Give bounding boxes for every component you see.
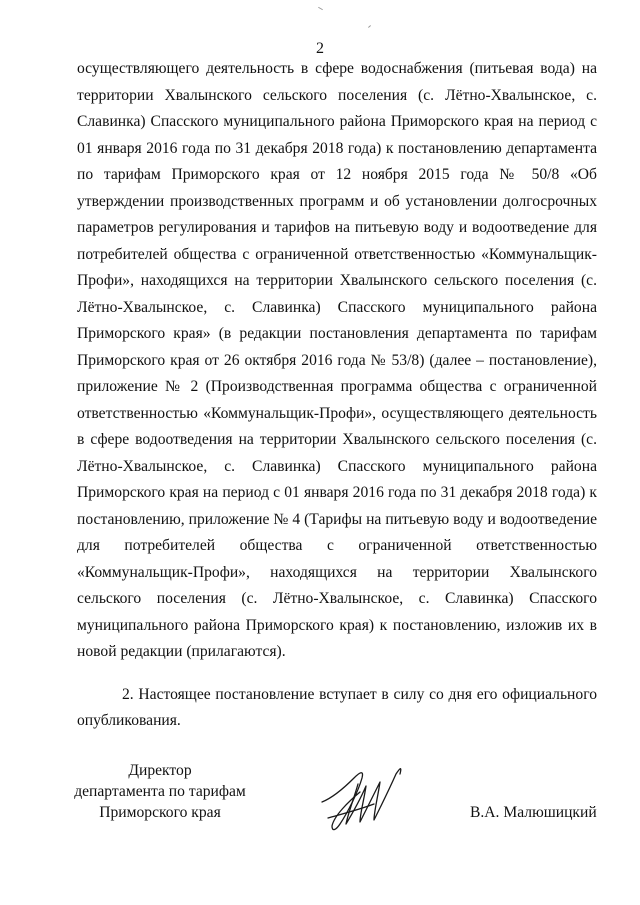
document-body bbox=[77, 56, 597, 735]
paragraph-1: осуществляющего деятельность в сфере водоснабжения (питьевая вода) на территории Хвалынского сельского поселения (с. Лётно-Хвалынское, с. Славинка) Спасского муниципального района Приморского края на период с 01 января 2016 года по 31 декабря 2018 года) к постановлению департамента по тарифам Приморского края от 12 ноября 2015 года № 50/8 «Об утверждении производственных программ и об установлении долгосрочных параметров регулирования и тарифов на питьевую воду и водоотведение для потребителей общества с ограниченной ответственностью «Коммунальщик-Профи», находящихся на территории Хвалынского сельского поселения (с. Лётно-Хвалынское, с. Славинка) Спасского муниципального района Приморского края» (в редакции постановления департамента по тарифам Приморского края от 26 октября 2016 года № 53/8) (далее – постановление), приложение № 2 (Производственная программа общества с ограниченной ответственностью «Коммунальщик-Профи», осуществляющего деятельность в сфере водоотведения на территории Хвалынского сельского поселения (с. Лётно-Хвалынское, с. Славинка) Спасского муниципального района Приморского края на период с 01 января 2016 года по 31 декабря 2018 года) к постановлению, приложение № 4 (Тарифы на питьевую воду и водоотведение для потребителей общества с ограниченной ответственностью «Коммунальщик-Профи», находящихся на территории Хвалынского сельского поселения (с. Лётно-Хвалынское, с. Славинка) Спасского муниципального района Приморского края) к постановлению, изложив их в новой редакции (прилагаются). bbox=[77, 60, 597, 660]
scan-speck bbox=[318, 7, 323, 10]
signatory-position-line: департамента по тарифам bbox=[74, 783, 246, 800]
scan-speck bbox=[368, 25, 371, 28]
paragraph-2: 2. Настоящее постановление вступает в силу со дня его официального опубликования. bbox=[77, 685, 597, 729]
page-number: 2 bbox=[316, 40, 324, 57]
signatory-position bbox=[60, 760, 260, 823]
handwritten-signature-icon bbox=[318, 762, 408, 842]
signatory-position-line: Приморского края bbox=[99, 804, 221, 821]
signatory-position-line: Директор bbox=[128, 762, 192, 779]
signatory-name: В.А. Малюшицкий bbox=[470, 804, 597, 821]
